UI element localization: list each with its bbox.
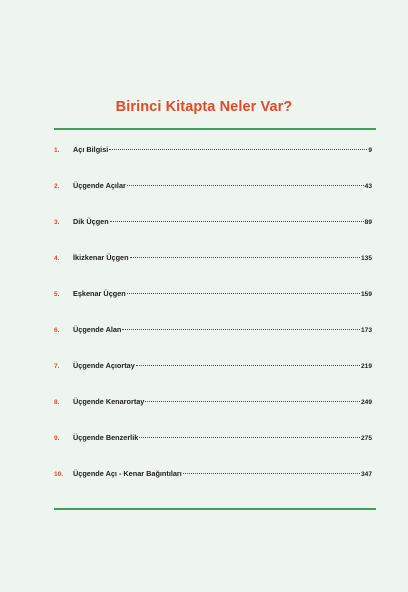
- toc-item[interactable]: [54, 217, 372, 231]
- dot-leader: [110, 221, 364, 222]
- toc-item-label: Eşkenar Üçgen: [73, 289, 126, 298]
- toc-item[interactable]: [54, 433, 372, 447]
- toc-item-number: 7.: [54, 363, 60, 370]
- toc-item-page: 135: [360, 255, 372, 262]
- toc-item-label: Üçgende Açı - Kenar Bağıntıları: [73, 469, 182, 478]
- toc-item-page: 43: [364, 183, 372, 190]
- toc-item-label: Üçgende Alan: [73, 325, 122, 334]
- dot-leader: [136, 365, 360, 366]
- toc-item-number: 2.: [54, 183, 60, 190]
- toc-item-label: Açı Bilgisi: [73, 145, 109, 154]
- toc-item[interactable]: [54, 469, 372, 483]
- top-divider: [54, 128, 376, 130]
- toc-item-label: Dik Üçgen: [73, 217, 109, 226]
- toc-item-page: 89: [364, 219, 372, 226]
- bottom-divider: [54, 508, 376, 510]
- toc-item[interactable]: [54, 397, 372, 411]
- toc-item-label: Üçgende Benzerlik: [73, 433, 139, 442]
- toc-item-number: 1.: [54, 147, 60, 154]
- toc-item-page: 219: [360, 363, 372, 370]
- toc-item-number: 8.: [54, 399, 60, 406]
- toc-item-label: İkizkenar Üçgen: [73, 253, 129, 262]
- dot-leader: [109, 149, 367, 150]
- dot-leader: [139, 437, 360, 438]
- toc-item-number: 3.: [54, 219, 60, 226]
- toc-item-number: 10.: [54, 471, 64, 478]
- page-title: Birinci Kitapta Neler Var?: [115, 99, 293, 115]
- toc-item-number: 4.: [54, 255, 60, 262]
- dot-leader: [127, 185, 364, 186]
- toc-item-page: 249: [360, 399, 372, 406]
- toc-item[interactable]: [54, 253, 372, 267]
- toc-item-number: 9.: [54, 435, 60, 442]
- toc-item-label: Üçgende Açılar: [73, 181, 126, 190]
- toc-item[interactable]: [54, 289, 372, 303]
- dot-leader: [122, 329, 360, 330]
- dot-leader: [130, 257, 360, 258]
- toc-item-label: Üçgende Açıortay: [73, 361, 135, 370]
- toc-item-label: Üçgende Kenarortay: [73, 397, 145, 406]
- toc-item-page: 275: [360, 435, 372, 442]
- toc-item-number: 5.: [54, 291, 60, 298]
- toc-item[interactable]: [54, 361, 372, 375]
- dot-leader: [183, 473, 360, 474]
- dot-leader: [145, 401, 360, 402]
- toc-item-page: 173: [360, 327, 372, 334]
- toc-item-page: 9: [368, 147, 372, 154]
- toc-item[interactable]: [54, 325, 372, 339]
- toc-item[interactable]: [54, 145, 372, 159]
- toc-item-page: 347: [360, 471, 372, 478]
- toc-item-number: 6.: [54, 327, 60, 334]
- toc-item[interactable]: [54, 181, 372, 195]
- dot-leader: [127, 293, 360, 294]
- toc-item-page: 159: [360, 291, 372, 298]
